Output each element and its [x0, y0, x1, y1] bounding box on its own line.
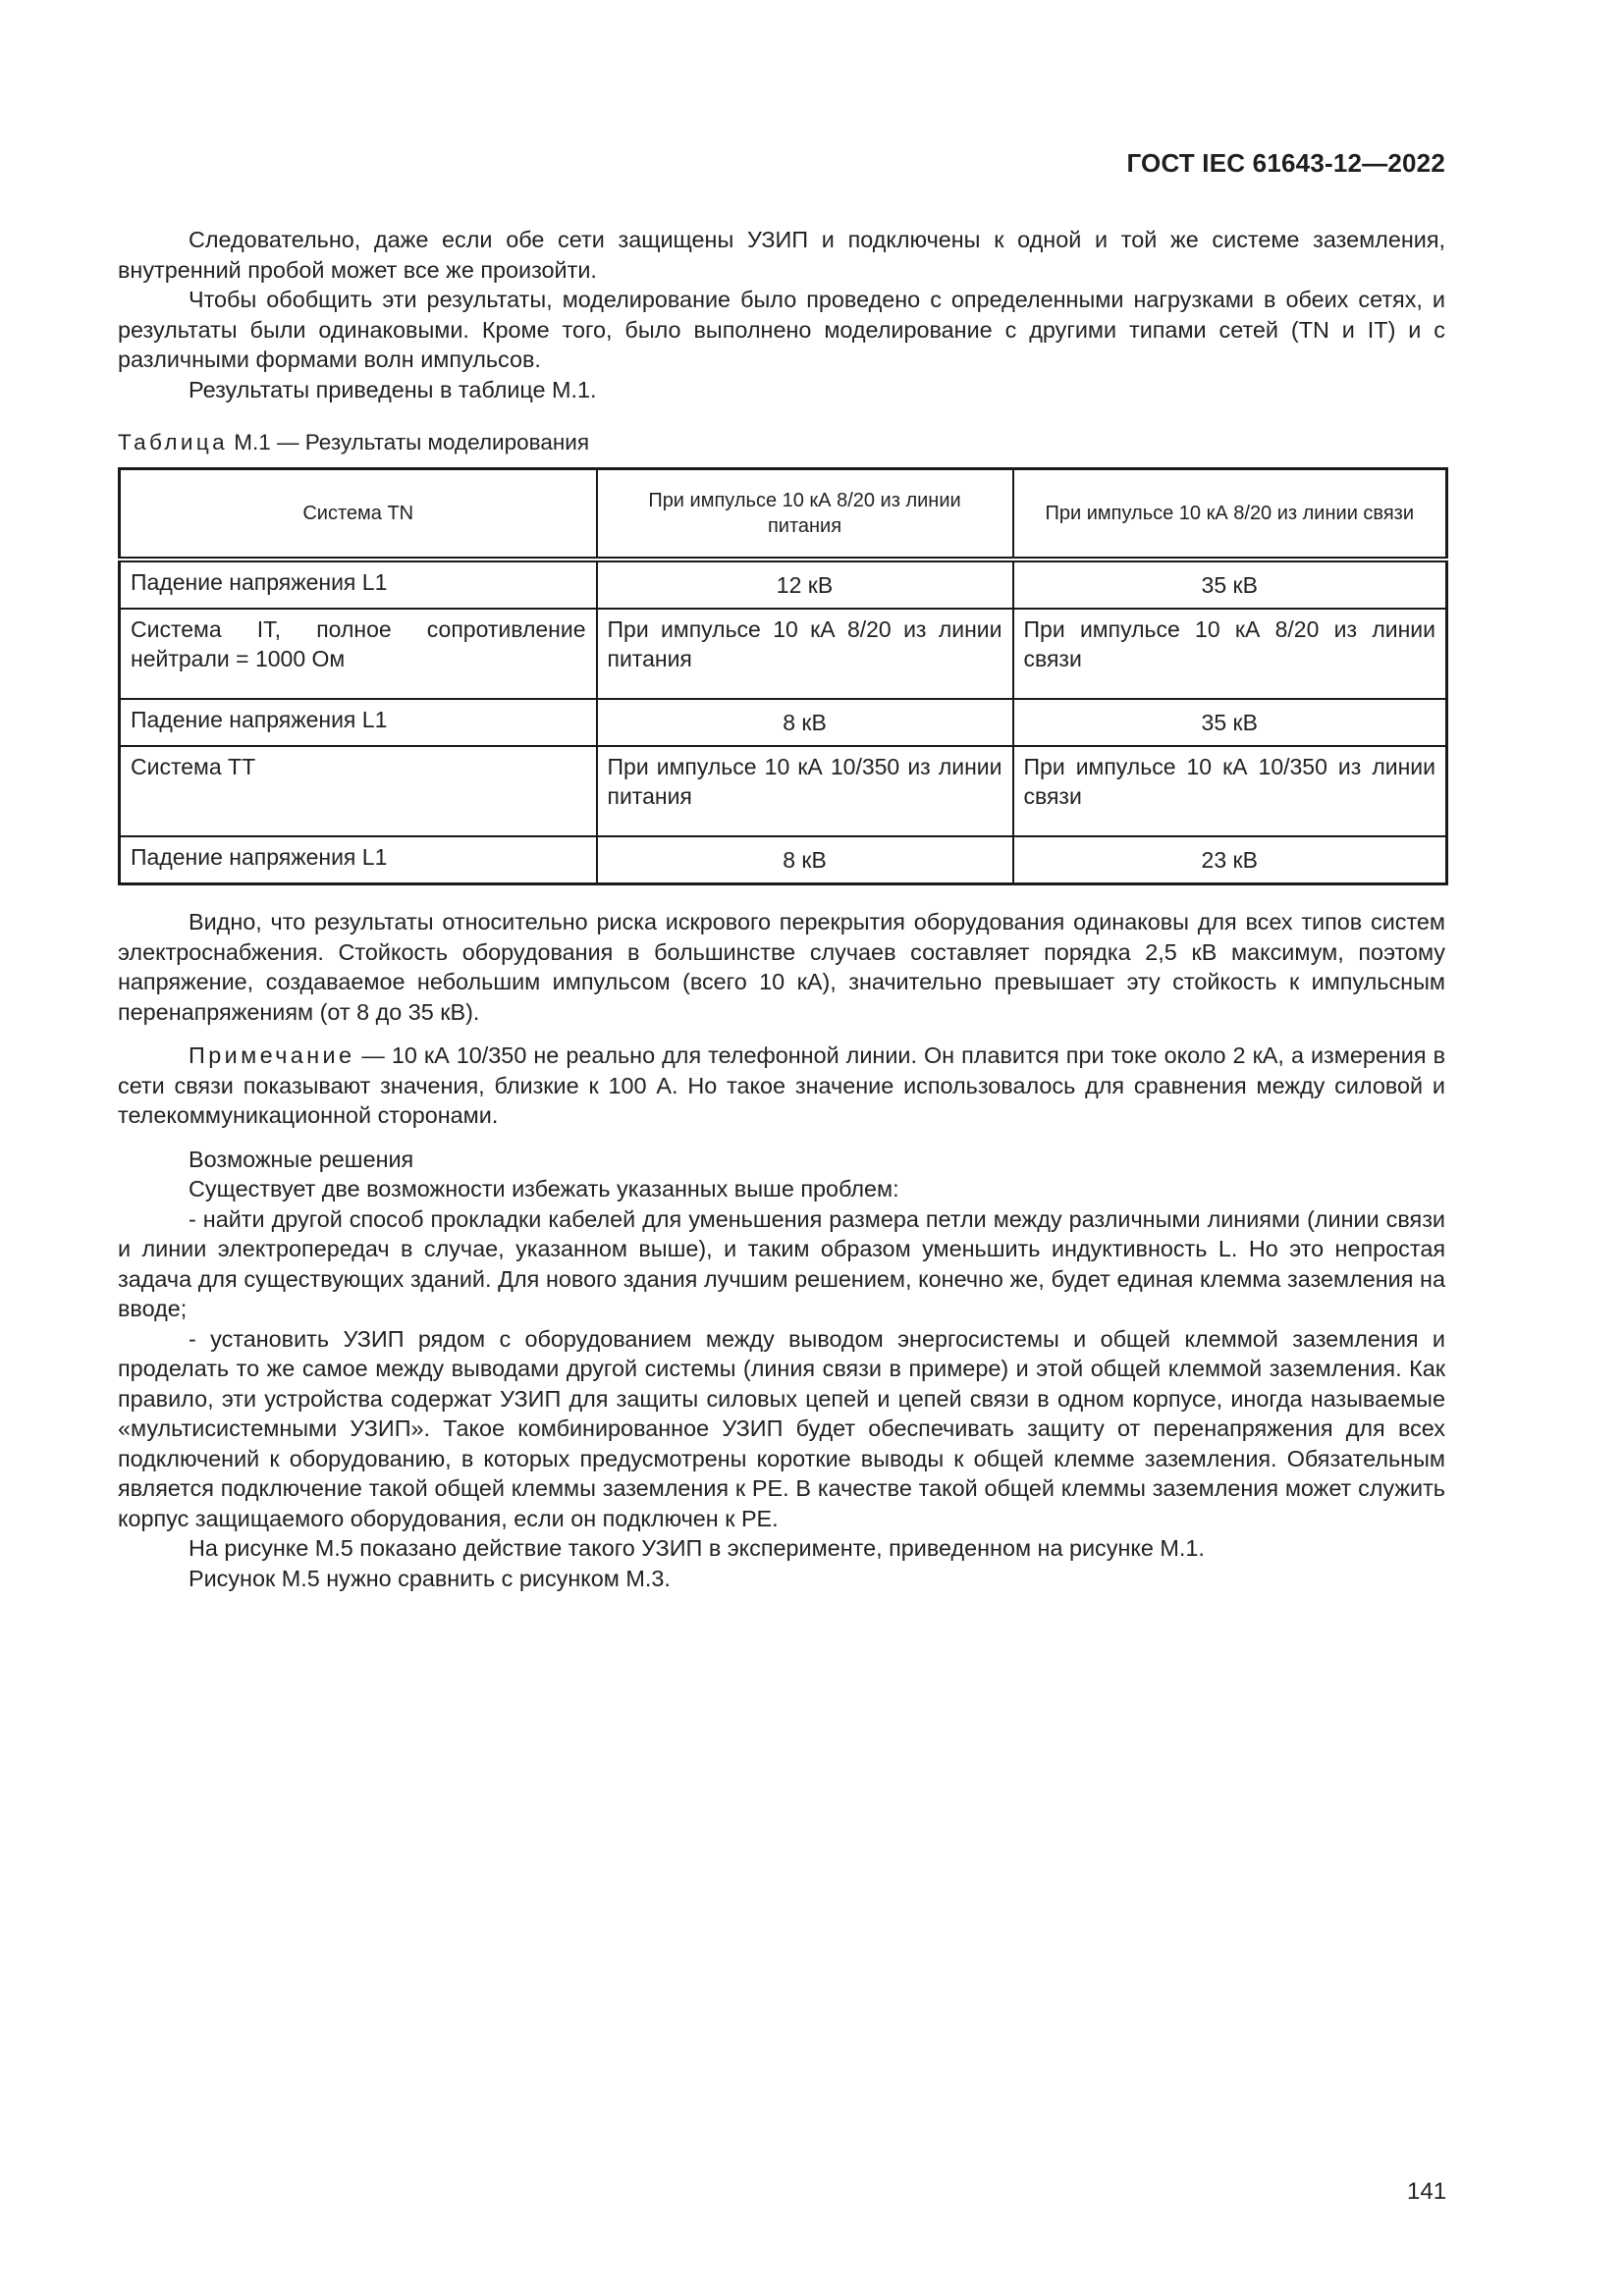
paragraph: Результаты приведены в таблице M.1. — [189, 376, 597, 402]
page-number: 141 — [1407, 2178, 1447, 2205]
table-caption-word: Таблица — [118, 430, 229, 454]
table-cell: 35 кВ — [1013, 560, 1447, 609]
table-cell: При импульсе 10 кА 8/20 из линии питания — [597, 609, 1013, 699]
table-cell: Система IT, полное сопротивление нейтрали = 1000 Ом — [120, 609, 597, 699]
paragraph: Рисунок M.5 нужно сравнить с рисунком M.3. — [189, 1565, 671, 1591]
list-item: - установить УЗИП рядом с оборудованием между выводом энергосистемы и общей клеммой заземления и проделать то же самое между выводами другой системы (линия связи в примере) и этой общей клеммой заземления. Как правило, эти устройства содержат УЗИП для защиты силовых цепей и цепей связи в одном корпусе, иногда называемые «мультисистемными УЗИП». Такое комбинированное УЗИП будет обеспечивать защиту от перенапряжения для всех подключений к оборудованию, в которых предусмотрены короткие выводы к общей клемме заземления. Обязательным является подключение такой общей клеммы заземления к PE. В качестве такой общей клеммы заземления может служить корпус защищаемого оборудования, если он подключен к PE. — [118, 1325, 1445, 1531]
table-cell: При импульсе 10 кА 10/350 из линии питания — [597, 746, 1013, 836]
list-item: - найти другой способ прокладки кабелей для уменьшения размера петли между различными линиями (линии связи и линии электропередач в случае, указанном выше), и таким образом уменьшить индуктивность L. Но это непростая задача для существующих зданий. Для нового здания лучшим решением, конечно же, будет единая клемма заземления на вводе; — [118, 1205, 1445, 1321]
table-cell: 8 кВ — [597, 699, 1013, 746]
table-cell: Падение напряжения L1 — [120, 699, 597, 746]
table-row — [120, 560, 1447, 609]
table-row — [120, 609, 1447, 699]
solutions-intro: Существует две возможности избежать указанных выше проблем: — [189, 1176, 899, 1201]
results-table — [118, 467, 1448, 885]
table-header-cell: При импульсе 10 кА 8/20 из линии связи — [1013, 469, 1447, 561]
table-caption-title: M.1 — Результаты моделирования — [228, 430, 590, 454]
table-cell: 12 кВ — [597, 560, 1013, 609]
table-cell: Падение напряжения L1 — [120, 836, 597, 884]
table-row — [120, 699, 1447, 746]
table-header-row — [120, 469, 1447, 561]
table-header-cell: При импульсе 10 кА 8/20 из линии питания — [597, 469, 1013, 561]
note-label: Примечание — [189, 1042, 355, 1068]
standard-header: ГОСТ IEC 61643-12—2022 — [1126, 148, 1445, 178]
table-cell: При импульсе 10 кА 8/20 из линии связи — [1013, 609, 1447, 699]
solutions-heading: Возможные решения — [189, 1146, 414, 1172]
paragraph: На рисунке M.5 показано действие такого УЗИП в эксперименте, приведенном на рисунке M.1. — [189, 1535, 1205, 1561]
table-cell: Система TT — [120, 746, 597, 836]
paragraph: Следовательно, даже если обе сети защищены УЗИП и подключены к одной и той же системе заземления, внутренний пробой может все же произойти. — [118, 227, 1445, 283]
note-block — [118, 1041, 1445, 1131]
table-caption — [118, 428, 1445, 457]
table-row — [120, 746, 1447, 836]
table-cell: 8 кВ — [597, 836, 1013, 884]
paragraph: Чтобы обобщить эти результаты, моделирование было проведено с определенными нагрузками в обеих сетях, и результаты были одинаковыми. Кроме того, было выполнено моделирование с другими типами сетей (TN и IT) и с различными формами волн импульсов. — [118, 287, 1445, 372]
page-content — [118, 225, 1445, 1593]
table-cell: Падение напряжения L1 — [120, 560, 597, 609]
table-cell: 35 кВ — [1013, 699, 1447, 746]
table-cell: 23 кВ — [1013, 836, 1447, 884]
paragraph: Видно, что результаты относительно риска искрового перекрытия оборудования одинаковы для всех типов систем электроснабжения. Стойкость оборудования в большинстве случаев составляет порядка 2,5 кВ максимум, поэтому напряжение, создаваемое небольшим импульсом (всего 10 кА), значительно превышает эту стойкость к импульсным перенапряжениям (от 8 до 35 кВ). — [118, 909, 1445, 1025]
table-header-cell: Система TN — [120, 469, 597, 561]
note-text: — 10 кА 10/350 не реально для телефонной линии. Он плавится при токе около 2 кА, а измерения в сети связи показывают значения, близкие к 100 А. Но такое значение использовалось для сравнения между силовой и телекоммуникационной сторонами. — [118, 1042, 1445, 1128]
table-cell: При импульсе 10 кА 10/350 из линии связи — [1013, 746, 1447, 836]
table-row — [120, 836, 1447, 884]
